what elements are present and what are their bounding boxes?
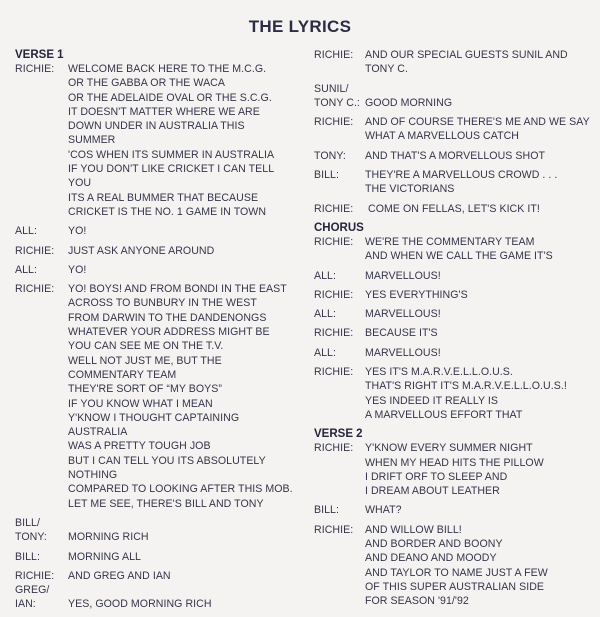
speaker-name: ALL:	[314, 308, 336, 321]
lyric-line: AND OUR SPECIAL GUESTS SUNIL AND	[365, 49, 568, 61]
speaker-label	[15, 550, 68, 564]
lyric-entry	[314, 82, 594, 111]
lyric-line: YOU	[68, 177, 92, 190]
lyric-line: IF YOU DON'T LIKE CRICKET I CAN TELL	[68, 163, 275, 176]
lyric-line: YES IT'S M.A.R.V.E.L.L.O.U.S.	[365, 366, 513, 379]
lyric-line: OF THIS SUPER AUSTRALIAN SIDE	[365, 580, 545, 593]
lyric-line: TONY C.	[365, 63, 408, 76]
speaker-label	[314, 82, 365, 111]
speaker-label	[15, 516, 68, 545]
lyric-lines	[365, 202, 594, 216]
lyric-lines	[365, 326, 594, 340]
speaker-name: ALL:	[15, 263, 37, 276]
speaker-label	[314, 307, 365, 321]
speaker-label	[314, 326, 365, 340]
lyric-entry	[314, 326, 594, 340]
lyric-line: YO!	[68, 263, 87, 276]
lyric-line: ITS A REAL BUMMER THAT BECAUSE	[68, 191, 259, 204]
speaker-label	[15, 62, 68, 219]
lyric-entry	[314, 235, 594, 264]
speaker-label	[314, 202, 365, 216]
lyric-lines	[365, 307, 594, 321]
lyric-line: YES EVERYTHING'S	[365, 288, 468, 301]
speaker-label	[314, 503, 365, 517]
speaker-label	[15, 224, 68, 238]
lyric-entry	[15, 282, 305, 511]
lyric-line: WHEN MY HEAD HITS THE PILLOW	[365, 456, 544, 469]
speaker-name: RICHIE:	[314, 327, 354, 340]
speaker-name: BILL:	[314, 504, 339, 517]
lyric-line: WHAT A MARVELLOUS CATCH	[365, 130, 520, 143]
lyric-line: COMMENTARY TEAM	[68, 368, 177, 381]
lyric-line: ACROSS TO BUNBURY IN THE WEST	[68, 297, 257, 310]
speaker-label	[314, 269, 365, 283]
lyric-line: AUSTRALIA	[68, 426, 128, 439]
speaker-name: RICHIE:	[314, 116, 354, 129]
right-column	[314, 48, 594, 614]
lyric-lines	[365, 288, 594, 302]
lyric-lines	[68, 516, 305, 545]
lyric-lines	[365, 503, 594, 517]
lyric-entry	[314, 115, 594, 144]
speaker-name: RICHIE:	[15, 244, 55, 257]
lyric-line: A MARVELLOUS EFFORT THAT	[365, 408, 523, 421]
lyric-line: MARVELLOUS!	[365, 269, 441, 282]
lyric-lines	[365, 523, 594, 609]
lyric-line: I DRIFT ORF TO SLEEP AND	[365, 470, 508, 483]
lyric-line: COMPARED TO LOOKING AFTER THIS MOB.	[68, 483, 293, 496]
lyric-line: Y'KNOW I THOUGHT CAPTAINING	[68, 411, 240, 424]
lyric-line: FOR SEASON '91/'92	[365, 595, 469, 608]
speaker-label	[314, 115, 365, 144]
lyric-line: Y'KNOW EVERY SUMMER NIGHT	[365, 442, 533, 455]
lyric-line: MARVELLOUS!	[365, 346, 441, 359]
speaker-label	[15, 569, 68, 612]
speaker-name: ALL:	[314, 346, 336, 359]
lyric-line: JUST ASK ANYONE AROUND	[68, 244, 215, 257]
lyric-entry	[15, 516, 305, 545]
lyric-line: MORNING RICH	[68, 531, 149, 544]
section-heading: VERSE 2	[314, 428, 363, 441]
lyric-entry	[314, 523, 594, 609]
speaker-name: TONY:	[314, 149, 346, 162]
lyric-line: THAT'S RIGHT IT'S M.A.R.V.E.L.L.O.U.S.!	[365, 380, 567, 393]
lyric-lines	[68, 62, 305, 219]
lyric-line	[365, 82, 594, 96]
speaker-name: RICHIE:	[314, 442, 354, 455]
speaker-label	[314, 346, 365, 360]
lyric-line: WAS A PRETTY TOUGH JOB	[68, 440, 211, 453]
lyric-line: YO!	[68, 225, 87, 238]
speaker-name: RICHIE:	[314, 288, 354, 301]
lyric-entry	[314, 168, 594, 197]
lyric-line: AND WHEN WE CALL THE GAME IT'S	[365, 250, 553, 263]
speaker-label	[314, 365, 365, 422]
lyric-line: YES, GOOD MORNING RICH	[68, 598, 212, 611]
lyric-lines	[365, 441, 594, 498]
lyric-line: THEY'RE A MARVELLOUS CROWD . . .	[365, 169, 558, 182]
lyric-line: MORNING ALL	[68, 550, 141, 563]
lyric-line: AND BORDER AND BOONY	[365, 538, 503, 551]
lyric-line: THE VICTORIANS	[365, 183, 455, 196]
speaker-label	[15, 282, 68, 511]
lyric-line: BECAUSE IT'S	[365, 327, 438, 340]
lyric-line	[68, 516, 305, 530]
lyric-line: OR THE GABBA OR THE WACA	[68, 77, 225, 90]
lyric-line: AND TAYLOR TO NAME JUST A FEW	[365, 566, 548, 579]
speaker-name: RICHIE:	[314, 235, 354, 248]
lyric-entry	[314, 149, 594, 163]
lyric-line: AND DEANO AND MOODY	[365, 552, 497, 565]
speaker-name: TONY:	[15, 531, 47, 544]
lyric-line: AND GREG AND IAN	[68, 569, 171, 582]
lyric-lines	[365, 235, 594, 264]
speaker-label	[314, 168, 365, 197]
lyric-line: IT DOESN'T MATTER WHERE WE ARE	[68, 105, 260, 118]
lyric-lines	[365, 269, 594, 283]
lyric-line: AND OF COURSE THERE'S ME AND WE SAY	[365, 116, 590, 129]
lyric-line: IF YOU KNOW WHAT I MEAN	[68, 397, 213, 410]
speaker-name: RICHIE:	[314, 523, 354, 536]
lyric-lines	[365, 82, 594, 111]
speaker-name: RICHIE:	[314, 202, 354, 215]
left-column	[15, 48, 305, 617]
lyric-entry	[314, 441, 594, 498]
lyric-line: GOOD MORNING	[365, 96, 453, 109]
speaker-label	[15, 263, 68, 277]
lyric-lines	[68, 550, 305, 564]
speaker-label	[314, 441, 365, 498]
lyric-line: FROM DARWIN TO THE DANDENONGS	[68, 311, 267, 324]
lyric-line: WHAT?	[365, 504, 402, 517]
speaker-name: TONY C.:	[314, 96, 360, 109]
speaker-label	[314, 523, 365, 609]
lyric-entry	[15, 224, 305, 238]
lyric-line: 'COS WHEN ITS SUMMER IN AUSTRALIA	[68, 148, 275, 161]
speaker-name: BILL:	[314, 169, 339, 182]
section-heading: VERSE 1	[15, 49, 64, 61]
lyric-entry	[314, 346, 594, 360]
lyric-line: NOTHING	[68, 469, 118, 482]
lyric-line: YES INDEED IT REALLY IS	[365, 394, 499, 407]
speaker-name: RICHIE:	[314, 366, 354, 379]
lyric-entry	[314, 269, 594, 283]
lyric-entry	[314, 503, 594, 517]
speaker-name: GREG/	[15, 584, 50, 597]
lyric-lines	[365, 115, 594, 144]
lyric-entry	[314, 307, 594, 321]
lyric-line: AND THAT'S A MORVELLOUS SHOT	[365, 149, 546, 162]
lyric-line: SUMMER	[68, 134, 116, 147]
lyric-line: THEY'RE SORT OF “MY BOYS”	[68, 383, 222, 396]
lyric-lines	[68, 282, 305, 511]
speaker-label	[15, 244, 68, 258]
speaker-label	[314, 149, 365, 163]
section-heading: CHORUS	[314, 221, 364, 234]
lyric-line: MARVELLOUS!	[365, 308, 441, 321]
lyric-line: WHATEVER YOUR ADDRESS MIGHT BE	[68, 326, 270, 339]
speaker-label	[314, 48, 365, 77]
lyric-line	[68, 583, 305, 597]
lyric-lines	[365, 346, 594, 360]
lyric-entry	[314, 202, 594, 216]
lyric-lines	[68, 569, 305, 612]
lyric-line: DOWN UNDER IN AUSTRALIA THIS	[68, 120, 245, 133]
speaker-name: IAN:	[15, 598, 36, 611]
lyric-entry	[15, 244, 305, 258]
lyric-line: WELL NOT JUST ME, BUT THE	[68, 354, 222, 367]
speaker-label	[314, 288, 365, 302]
speaker-name: RICHIE:	[15, 63, 55, 75]
lyric-line: OR THE ADELAIDE OVAL OR THE S.C.G.	[68, 91, 272, 104]
lyric-line: WE'RE THE COMMENTARY TEAM	[365, 235, 535, 248]
lyric-entry	[15, 550, 305, 564]
lyric-line: COME ON FELLAS, LET'S KICK IT!	[365, 202, 540, 215]
lyric-lines	[365, 168, 594, 197]
lyric-lines	[68, 263, 305, 277]
lyric-line: YOU CAN SEE ME ON THE T.V.	[68, 340, 224, 353]
lyric-lines	[365, 365, 594, 422]
lyric-line: BUT I CAN TELL YOU ITS ABSOLUTELY	[68, 454, 266, 467]
lyric-lines	[365, 149, 594, 163]
speaker-name: ALL:	[15, 225, 37, 238]
speaker-name: ALL:	[314, 269, 336, 282]
speaker-name: BILL/	[15, 516, 40, 529]
lyric-entry	[15, 569, 305, 612]
lyric-entry	[15, 62, 305, 219]
speaker-name: RICHIE:	[15, 569, 55, 582]
lyric-line: WELCOME BACK HERE TO THE M.C.G.	[68, 63, 267, 75]
lyric-line: LET ME SEE, THERE'S BILL AND TONY	[68, 497, 264, 510]
lyric-entry	[15, 263, 305, 277]
lyric-line: AND WILLOW BILL!	[365, 523, 462, 536]
speaker-name: RICHIE:	[314, 49, 354, 61]
speaker-name: RICHIE:	[15, 283, 55, 296]
lyric-entry	[314, 365, 594, 422]
lyric-line: I DREAM ABOUT LEATHER	[365, 485, 500, 498]
lyric-line: CRICKET IS THE NO. 1 GAME IN TOWN	[68, 205, 267, 218]
lyric-entry	[314, 288, 594, 302]
lyric-entry	[314, 48, 594, 77]
speaker-name: BILL:	[15, 550, 40, 563]
lyric-lines	[68, 244, 305, 258]
speaker-name: SUNIL/	[314, 82, 349, 95]
page-title: THE LYRICS	[248, 17, 352, 36]
speaker-label	[314, 235, 365, 264]
lyric-line: YO! BOYS! AND FROM BONDI IN THE EAST	[68, 283, 287, 296]
lyric-lines	[68, 224, 305, 238]
lyric-lines	[365, 48, 594, 77]
